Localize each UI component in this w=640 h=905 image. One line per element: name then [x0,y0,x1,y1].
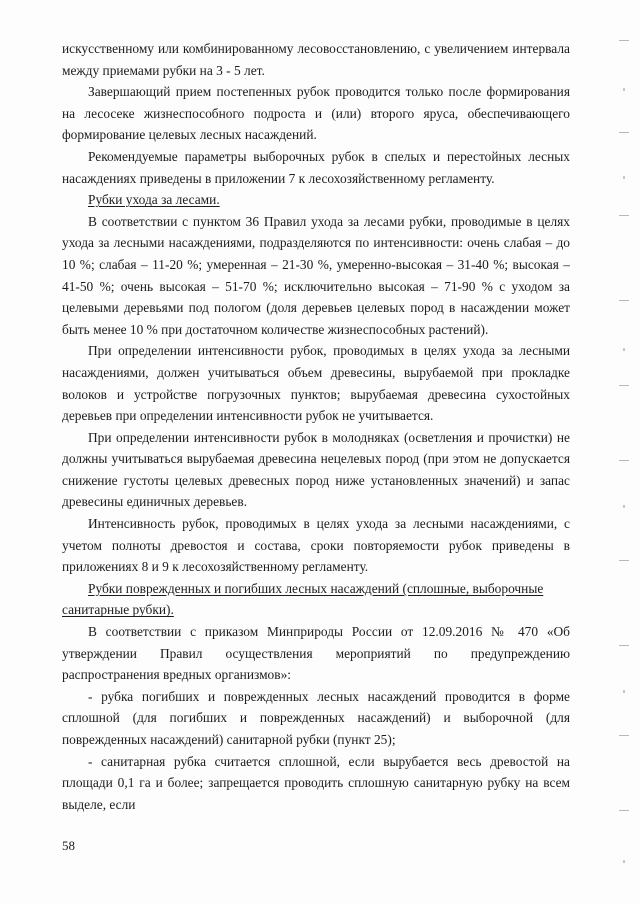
paragraph-selective-cut-params: Рекомендуемые параметры выборочных рубок в спелых и перестойных лесных насаждениях приведены в приложении 7 к лесохозяйственному регламенту. [62,148,570,186]
paragraph-intensity-volume: При определении интенсивности рубок, проводимых в целях ухода за лесными насаждениями, должен учитываться объем древесины, вырубаемой при прокладке волоков и устройстве погрузочных пунктов; вырубаемая древесина сухостойных деревьев при определении интенсивности рубок не учитывается. [62,343,570,424]
document-body [62,38,570,815]
section-heading-sanitary-cuttings [62,578,570,621]
paragraph-bullet-form: - рубка погибших и поврежденных лесных насаждений проводится в форме сплошной (для погибших и поврежденных насаждений) и выборочной (для поврежденных насаждений) санитарной рубки (пункт 25); [62,688,570,747]
page-number: 58 [62,838,75,853]
paragraph-bullet-clear-cut: - санитарная рубка считается сплошной, если вырубается весь древостой на площади 0,1 га и более; запрещается проводить сплошную санитарную рубку на всем выделе, если [62,753,570,812]
paragraph-intensity-appendix: Интенсивность рубок, проводимых в целях ухода за лесными насаждениями, с учетом полноты древостоя и состава, сроки повторяемости рубок приведены в приложениях 8 и 9 к лесохозяйственному регламенту. [62,516,570,575]
paragraph-intensity-grades: В соответствии с пунктом 36 Правил ухода за лесами рубки, проводимые в целях ухода за лесными насаждениями, подразделяются по интенсивности: очень слабая – до 10 %; слабая – 11-20 %; умеренная – 21-30 %, умеренно-высокая – 31-40 %; высокая – 41-50 %; очень высокая – 51-70 %; исключительно высокая – 71-90 % с уходом за целевыми деревьями под пологом (доля деревьев целевых пород в насаждении может быть менее 10 % при достаточном количестве жизнеспособных растений). [62,213,570,337]
paragraph-continuation: искусственному или комбинированному лесовосстановлению, с увеличением интервала между приемами рубки на 3 - 5 лет. [62,41,570,78]
paragraph-young-stands: При определении интенсивности рубок в молодняках (осветления и прочистки) не должны учитываться вырубаемая древесина нецелевых пород (при этом не допускается снижение густоты целевых древесных пород ниже установленных значений) и запас древесины единичных деревьев. [62,429,570,510]
section-heading-text-line2: санитарные рубки). [62,602,174,618]
section-heading-text-line1: Рубки поврежденных и погибших лесных насаждений (сплошные, выборочные [88,580,544,596]
section-heading-text: Рубки ухода за лесами. [88,192,220,208]
scan-edge-marks [610,0,640,905]
section-heading-care-cuttings [62,189,570,211]
paragraph-final-cut: Завершающий прием постепенных рубок проводится только после формирования на лесосеке жизнеспособного подроста и (или) второго яруса, обеспечивающего формирование целевых лесных насаждений. [62,84,570,143]
paragraph-order-reference: В соответствии с приказом Минприроды России от 12.09.2016 № 470 «Об утверждении Правил осуществления мероприятий по предупреждению распространения вредных организмов»: [62,624,570,683]
